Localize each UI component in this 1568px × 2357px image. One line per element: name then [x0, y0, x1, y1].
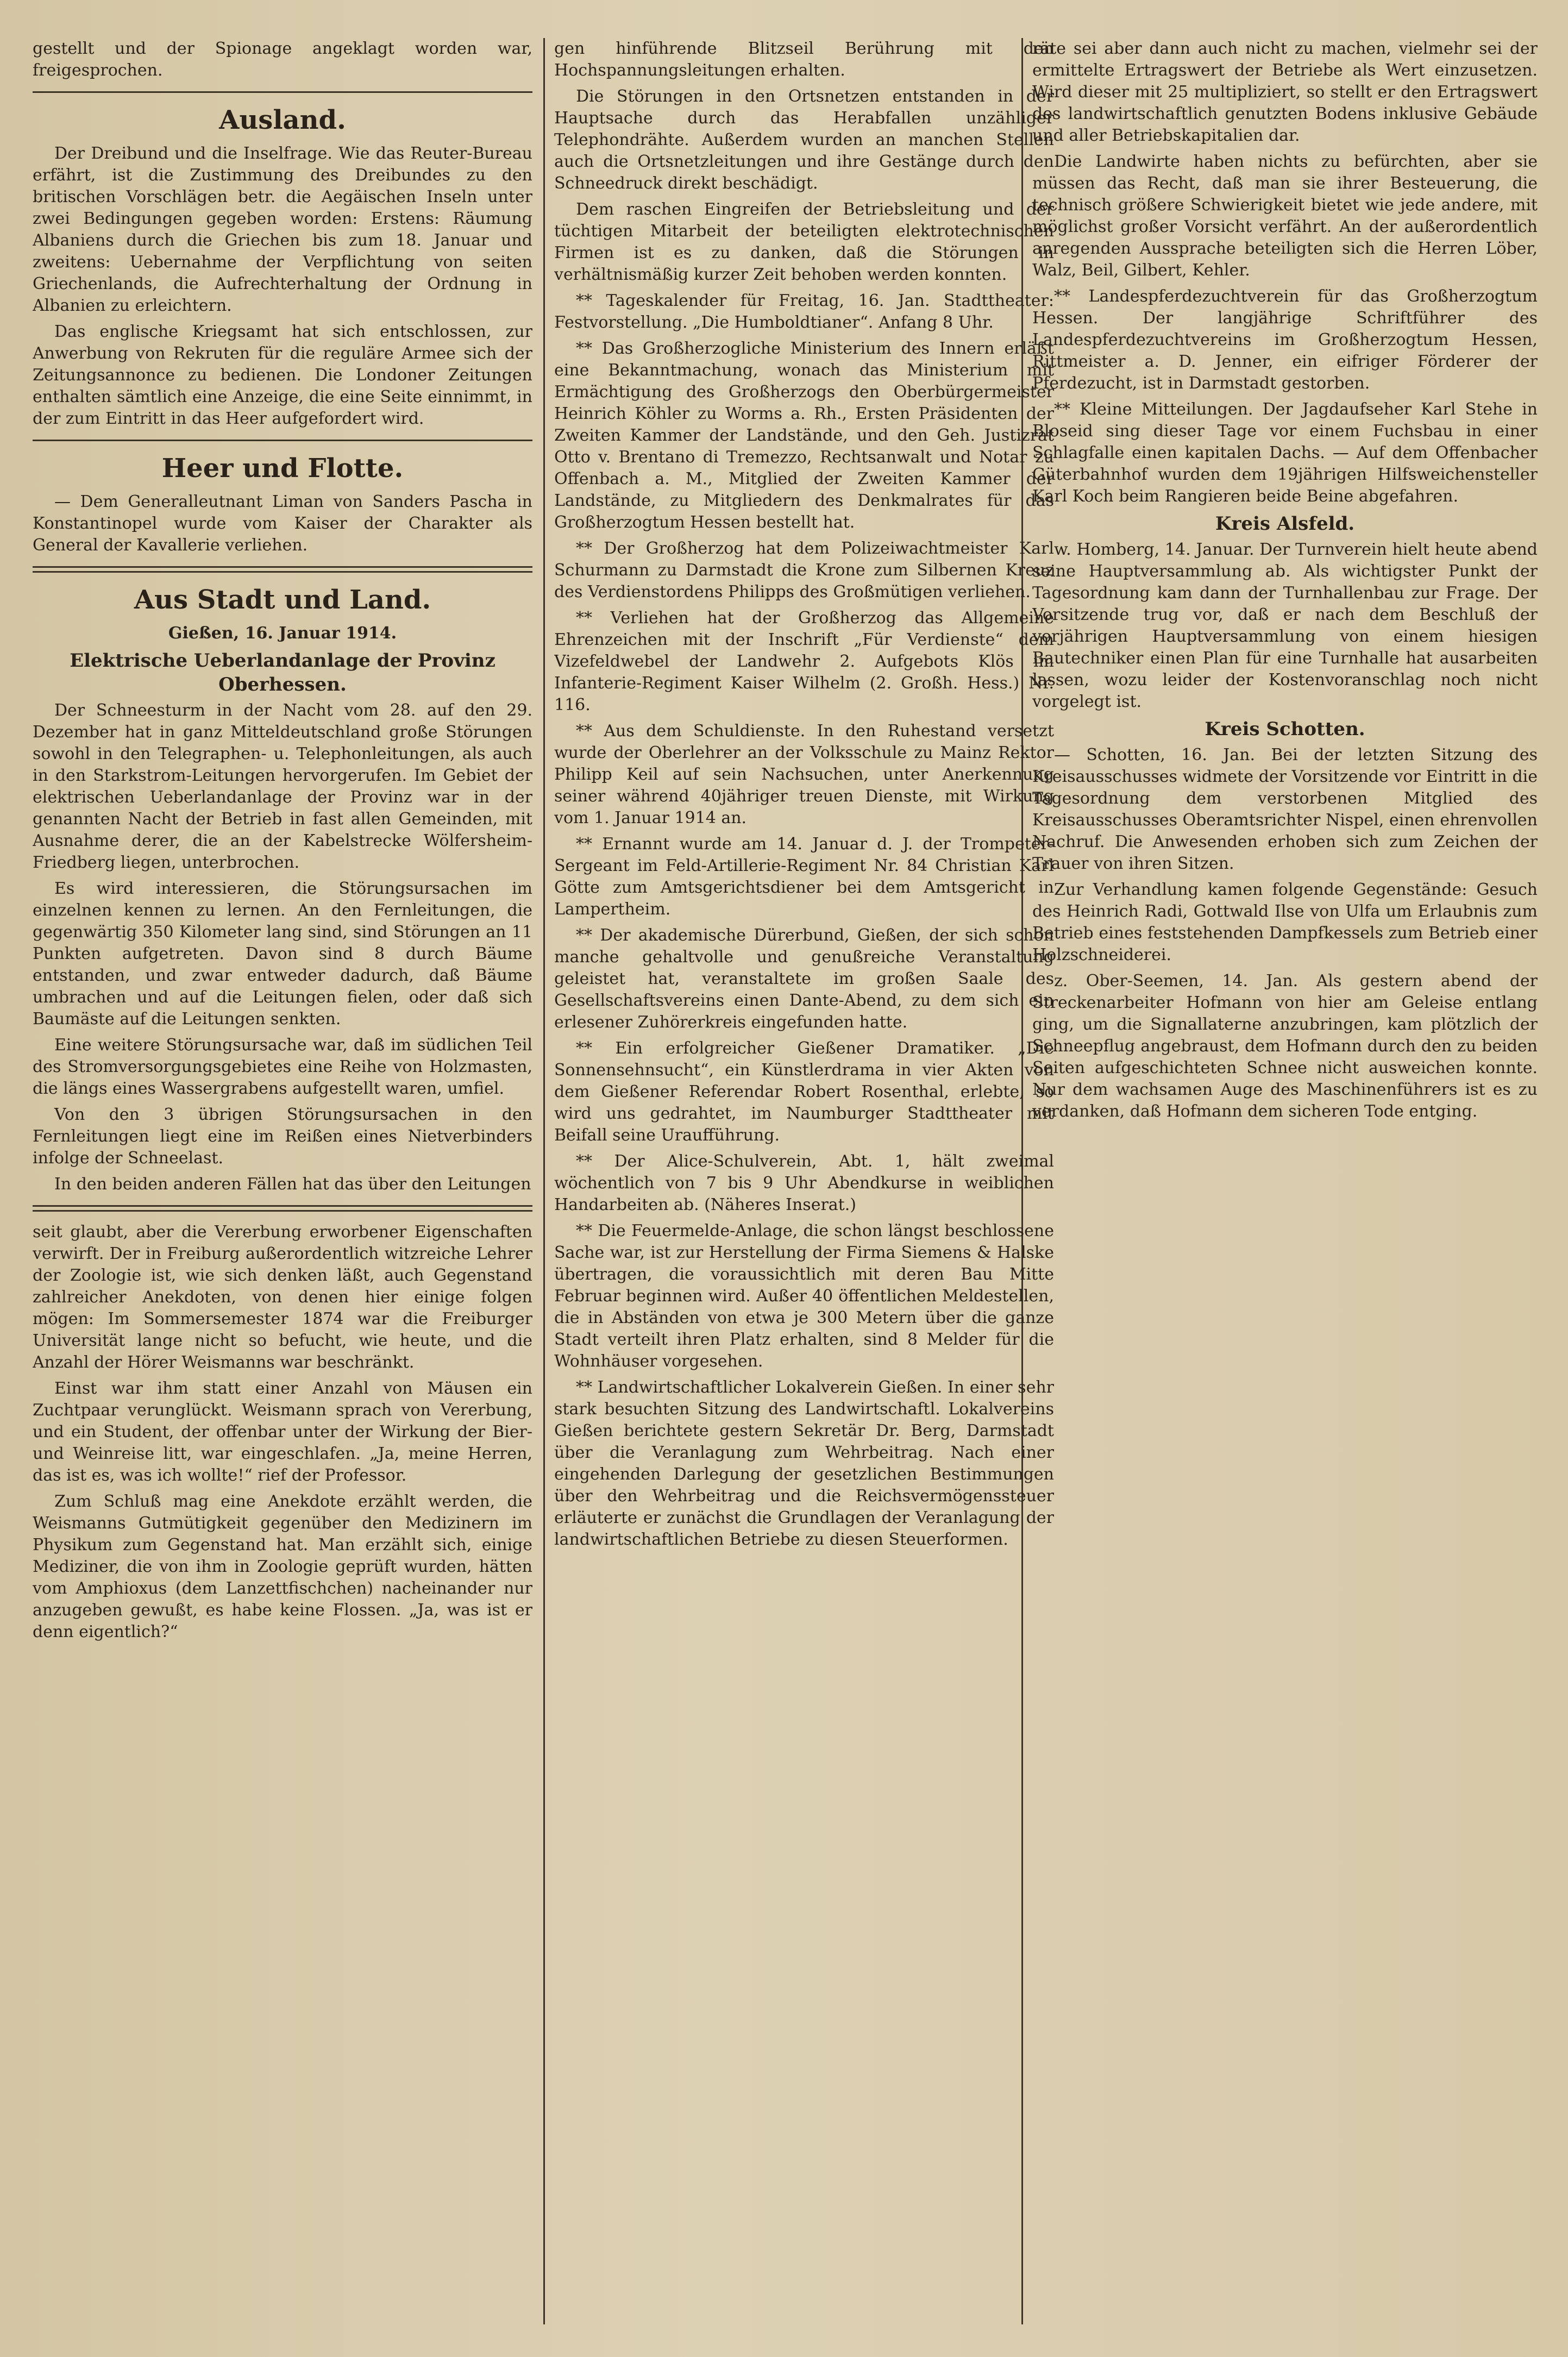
article-paragraph: ** Der akademische Dürerbund, Gießen, der sich schon manche gehaltvolle und genußreiche Veranstaltung geleistet hat, veranstaltete im großen Saale des Gesellschaftsvereins einen Dante-Abend, zu dem sich ein erlesener Zuhörerkreis eingefunden hatte.	[554, 926, 1054, 1032]
section-heading-ausland: Ausland.	[219, 105, 346, 135]
article-paragraph: ** Landwirtschaftlicher Lokalverein Gießen. In einer sehr stark besuchten Sitzung des Landwirtschaftl. Lokalvereins Gießen berichtete gestern Sekretär Dr. Berg, Darmstadt über die Veranlagung zum Wehrbeitrag. Nach einer eingehenden Darlegung der gesetzlichen Bestimmungen über den Wehrbeitrag und die Reichsvermögenssteuer erläuterte er zunächst die Grundlagen der Veranlagung der landwirtschaftlichen Betriebe zu diesen Steuerformen.	[554, 1378, 1054, 1549]
section-heading-stadt: Aus Stadt und Land.	[134, 585, 431, 615]
article-paragraph: Das englische Kriegsamt hat sich entschlossen, zur Anwerbung von Rekruten für die reguläre Armee sich der Zeitungsannonce zu bedienen. Die Londoner Zeitungen enthalten sämtlich eine Anzeige, die eine Seite einnimmt, in der zum Eintritt in das Heer aufgefordert wird.	[33, 322, 532, 428]
article-paragraph: ** Ernannt wurde am 14. Januar d. J. der Trompeter-Sergeant im Feld-Artillerie-Regiment Nr. 84 Christian Karl Götte zum Amtsgerichtsdiener bei dem Amtsgericht in Lampertheim.	[554, 835, 1054, 919]
article-paragraph: Es wird interessieren, die Störungsursachen im einzelnen kennen zu lernen. An den Fernleitungen, die gegenwärtig 350 Kilometer lang sind, sind Störungen an 11 Punkten aufgetreten. Davon sind 8 durch Bäume entstanden, und zwar entweder dadurch, daß Bäume umbrachen und auf die Leitungen fielen, oder daß sich Baumäste auf die Leitungen senkten.	[33, 879, 532, 1029]
subheading-schotten: Kreis Schotten.	[1205, 718, 1365, 740]
article-paragraph: w. Homberg, 14. Januar. Der Turnverein hielt heute abend seine Hauptversammlung ab. Als wichtigster Punkt der Tagesordnung kam dann der Turnhallenbau zur Frage. Der Vorsitzende trug vor, daß er nach dem Beschluß der vorjährigen Hauptversammlung von einem hiesigen Bautechniker einen Plan für eine Turnhalle hat ausarbeiten lassen, wozu leider der Kostenvoranschlag noch nicht vorgelegt ist.	[1032, 540, 1538, 711]
feuilleton-paragraph: seit glaubt, aber die Vererbung erworbener Eigenschaften verwirft. Der in Freiburg außerordentlich witzreiche Lehrer der Zoologie ist, wie sich denken läßt, auch Gegenstand zahlreicher Anekdoten, von denen hier einige folgen mögen: Im Sommersemester 1874 war die Freiburger Universität lange nicht so befucht, wie heute, und die Anzahl der Hörer Weismanns war beschränkt.	[33, 1223, 532, 1372]
article-paragraph: Die Landwirte haben nichts zu befürchten, aber sie müssen das Recht, daß man sie ihrer Besteuerung, die technisch größere Schwierigkeit bietet wie jede andere, mit möglichst großer Vorsicht verfährt. An der außerordentlich anregenden Aussprache beteiligten sich die Herren Löber, Walz, Beil, Gilbert, Kehler.	[1032, 152, 1538, 280]
subheading-alsfeld: Kreis Alsfeld.	[1215, 513, 1355, 535]
article-paragraph: Von den 3 übrigen Störungsursachen in den Fernleitungen liegt eine im Reißen eines Nietverbinders infolge der Schneelast.	[33, 1105, 532, 1168]
column-right	[1032, 38, 1538, 2324]
article-paragraph: ** Der Alice-Schulverein, Abt. 1, hält zweimal wöchentlich von 7 bis 9 Uhr Abendkurse in weiblichen Handarbeiten ab. (Näheres Inserat.)	[554, 1152, 1054, 1214]
article-paragraph: Der Schneesturm in der Nacht vom 28. auf den 29. Dezember hat in ganz Mitteldeutschland große Störungen sowohl in den Telegraphen- u. Telephonleitungen, als auch in den Starkstrom-Leitungen hervorgerufen. Im Gebiet der elektrischen Ueberlandanlage der Provinz war in der genannten Nacht der Betrieb in fast allen Gemeinden, mit Ausnahme derer, die an der Kabelstrecke Wölfersheim-Friedberg liegen, unterbrochen.	[33, 701, 532, 872]
column-rule	[543, 38, 545, 2324]
top-continuation: räte sei aber dann auch nicht zu machen, vielmehr sei der ermittelte Ertragswert der Betriebe als Wert einzusetzen. Wird dieser mit 25 multipliziert, so stellt er den Ertragswert des landwirtschaftlich genutzten Bodens inklusive Gebäude und aller Betriebskapitalien dar.	[1032, 39, 1538, 145]
divider	[33, 440, 532, 441]
article-paragraph: ** Aus dem Schuldienste. In den Ruhestand versetzt wurde der Oberlehrer an der Volksschule zu Mainz Rektor Philipp Keil auf sein Nachsuchen, unter Anerkennung seiner während 40jähriger treuen Dienste, mit Wirkung vom 1. Januar 1914 an.	[554, 722, 1054, 828]
article-paragraph: Der Dreibund und die Inselfrage. Wie das Reuter-Bureau erfährt, ist die Zustimmung des Dreibundes zu den britischen Vorschlägen betr. die Aegäischen Inseln unter zwei Bedingungen gegeben worden: Erstens: Räumung Albaniens durch die Griechen bis zum 18. Januar und zweitens: Uebernahme der Verpflichtung von seiten Griechenlands, die Aufrechterhaltung der Ordnung in Albanien zu erleichtern.	[33, 144, 532, 315]
article-paragraph: ** Die Feuermelde-Anlage, die schon längst beschlossene Sache war, ist zur Herstellung der Firma Siemens & Halske übertragen, die voraussichtlich mit deren Bau Mitte Februar beginnen wird. Außer 40 öffentlichen Meldestellen, die in Abständen von etwa je 300 Metern über die ganze Stadt verteilt ihren Platz erhalten, sind 8 Melder für die Wohnhäuser vorgesehen.	[554, 1221, 1054, 1371]
article-paragraph: — Schotten, 16. Jan. Bei der letzten Sitzung des Kreisausschusses widmete der Vorsitzende vor Eintritt in die Tagesordnung dem verstorbenen Mitglied des Kreisausschusses Oberamtsrichter Nispel, einen ehrenvollen Nachruf. Die Anwesenden erhoben sich zum Zeichen der Trauer von ihren Sitzen.	[1032, 745, 1538, 873]
column-left	[33, 38, 532, 2324]
article-paragraph: ** Tageskalender für Freitag, 16. Jan. Stadttheater: Festvorstellung. „Die Humboldtianer“. Anfang 8 Uhr.	[554, 291, 1054, 332]
article-paragraph: Dem raschen Eingreifen der Betriebsleitung und der tüchtigen Mitarbeit der beteiligten elektrotechnischen Firmen ist es zu danken, daß die Störungen in verhältnismäßig kurzer Zeit behoben werden konnten.	[554, 200, 1054, 284]
divider	[33, 1205, 532, 1212]
divider	[33, 566, 532, 573]
article-paragraph: ** Ein erfolgreicher Gießener Dramatiker. „Die Sonnensehnsucht“, ein Künstlerdrama in vier Akten von dem Gießener Referendar Robert Rosenthal, erlebte, so wird uns gedrahtet, im Naumburger Stadttheater mit Beifall seine Uraufführung.	[554, 1039, 1054, 1145]
article-paragraph: Zur Verhandlung kamen folgende Gegenstände: Gesuch des Heinrich Radi, Gottwald Ilse von Ulfa um Erlaubnis zum Betrieb eines feststehenden Dampfkessels zum Betrieb einer Holzschneiderei.	[1032, 880, 1538, 964]
feuilleton-paragraph: Einst war ihm statt einer Anzahl von Mäusen ein Zuchtpaar verunglückt. Weismann sprach von Vererbung, und ein Student, der offenbar unter der Wirkung der Bier- und Weinreise litt, war eingeschlafen. „Ja, meine Herren, das ist es, was ich wollte!“ rief der Professor.	[33, 1379, 532, 1485]
top-continuation: gestellt und der Spionage angeklagt worden war, freigesprochen.	[33, 39, 532, 80]
divider	[33, 91, 532, 93]
article-paragraph: z. Ober-Seemen, 14. Jan. Als gestern abend der Streckenarbeiter Hofmann von hier am Geleise entlang ging, um die Signallaterne anzubringen, kam plötzlich der Schneepflug angebraust, dem Hofmann durch den zu beiden Seiten aufgeschichteten Schnee nicht ausweichen konnte. Nur dem wachsamen Auge des Maschinenführers ist es zu verdanken, daß Hofmann dem sicheren Tode entging.	[1032, 971, 1538, 1121]
article-paragraph: ** Der Großherzog hat dem Polizeiwachtmeister Karl Schurmann zu Darmstadt die Krone zum Silbernen Kreuz des Verdienstordens Philipps des Großmütigen verliehen.	[554, 539, 1054, 601]
feuilleton-paragraph: Zum Schluß mag eine Anekdote erzählt werden, die Weismanns Gutmütigkeit gegenüber den Medizinern im Physikum zum Gegenstand hat. Man erzählt sich, einige Mediziner, die von ihm in Zoologie geprüft wurden, hätten vom Amphioxus (dem Lanzettfischchen) nacheinander nur anzugeben gewußt, es habe keine Flossen. „Ja, was ist er denn eigentlich?“	[33, 1492, 532, 1641]
article-paragraph: ** Das Großherzogliche Ministerium des Innern erläßt eine Bekanntmachung, wonach das Ministerium mit Ermächtigung des Großherzogs den Oberbürgermeister Heinrich Köhler zu Worms a. Rh., Ersten Präsidenten der Zweiten Kammer der Landstände, und den Geh. Justizrat Otto v. Brentano di Tremezzo, Rechtsanwalt und Notar zu Offenbach a. M., Mitglied der Zweiten Kammer der Landstände, zu Mitgliedern des Denkmalrates für das Großherzogtum Hessen bestellt hat.	[554, 339, 1054, 532]
article-paragraph: — Dem Generalleutnant Liman von Sanders Pascha in Konstantinopel wurde vom Kaiser der Charakter als General der Kavallerie verliehen.	[33, 492, 532, 555]
column-middle	[554, 38, 1054, 2324]
article-paragraph: Eine weitere Störungsursache war, daß im südlichen Teil des Stromversorgungsgebietes eine Reihe von Holzmasten, die längs eines Wassergrabens aufgestellt waren, umfiel.	[33, 1036, 532, 1098]
article-paragraph: Die Störungen in den Ortsnetzen entstanden in der Hauptsache durch das Herabfallen unzähliger Telephondrähte. Außerdem wurden an manchen Stellen auch die Ortsnetzleitungen und ihre Gestänge durch den Schneedruck direkt beschädigt.	[554, 87, 1054, 193]
article-paragraph: ** Landespferdezuchtverein für das Großherzogtum Hessen. Der langjährige Schriftführer des Landespferdezuchtvereins im Großherzogtum Hessen, Rittmeister a. D. Jenner, ein eifriger Förderer der Pferdezucht, ist in Darmstadt gestorben.	[1032, 287, 1538, 393]
dateline: Gießen, 16. Januar 1914.	[168, 624, 397, 643]
subheading: Elektrische Ueberlandanlage der Provinz Oberhessen.	[70, 650, 496, 695]
article-paragraph: In den beiden anderen Fällen hat das über den Leitungen	[54, 1175, 531, 1194]
section-heading-heer: Heer und Flotte.	[161, 453, 404, 484]
article-paragraph: ** Verliehen hat der Großherzog das Allgemeine Ehrenzeichen mit der Inschrift „Für Verdienste“ dem Vizefeldwebel der Landwehr 2. Aufgebots Klös im Infanterie-Regiment Kaiser Wilhelm (2. Großh. Hess.) Nr. 116.	[554, 609, 1054, 714]
top-continuation: gen hinführende Blitzseil Berührung mit den Hochspannungsleitungen erhalten.	[554, 39, 1054, 80]
article-paragraph: ** Kleine Mitteilungen. Der Jagdaufseher Karl Stehe in Bloseid sing dieser Tage vor einem Fuchsbau in einer Schlagfalle einen kapitalen Dachs. — Auf dem Offenbacher Güterbahnhof wurden dem 19jährigen Hilfsweichensteller Karl Koch beim Rangieren beide Beine abgefahren.	[1032, 400, 1538, 506]
